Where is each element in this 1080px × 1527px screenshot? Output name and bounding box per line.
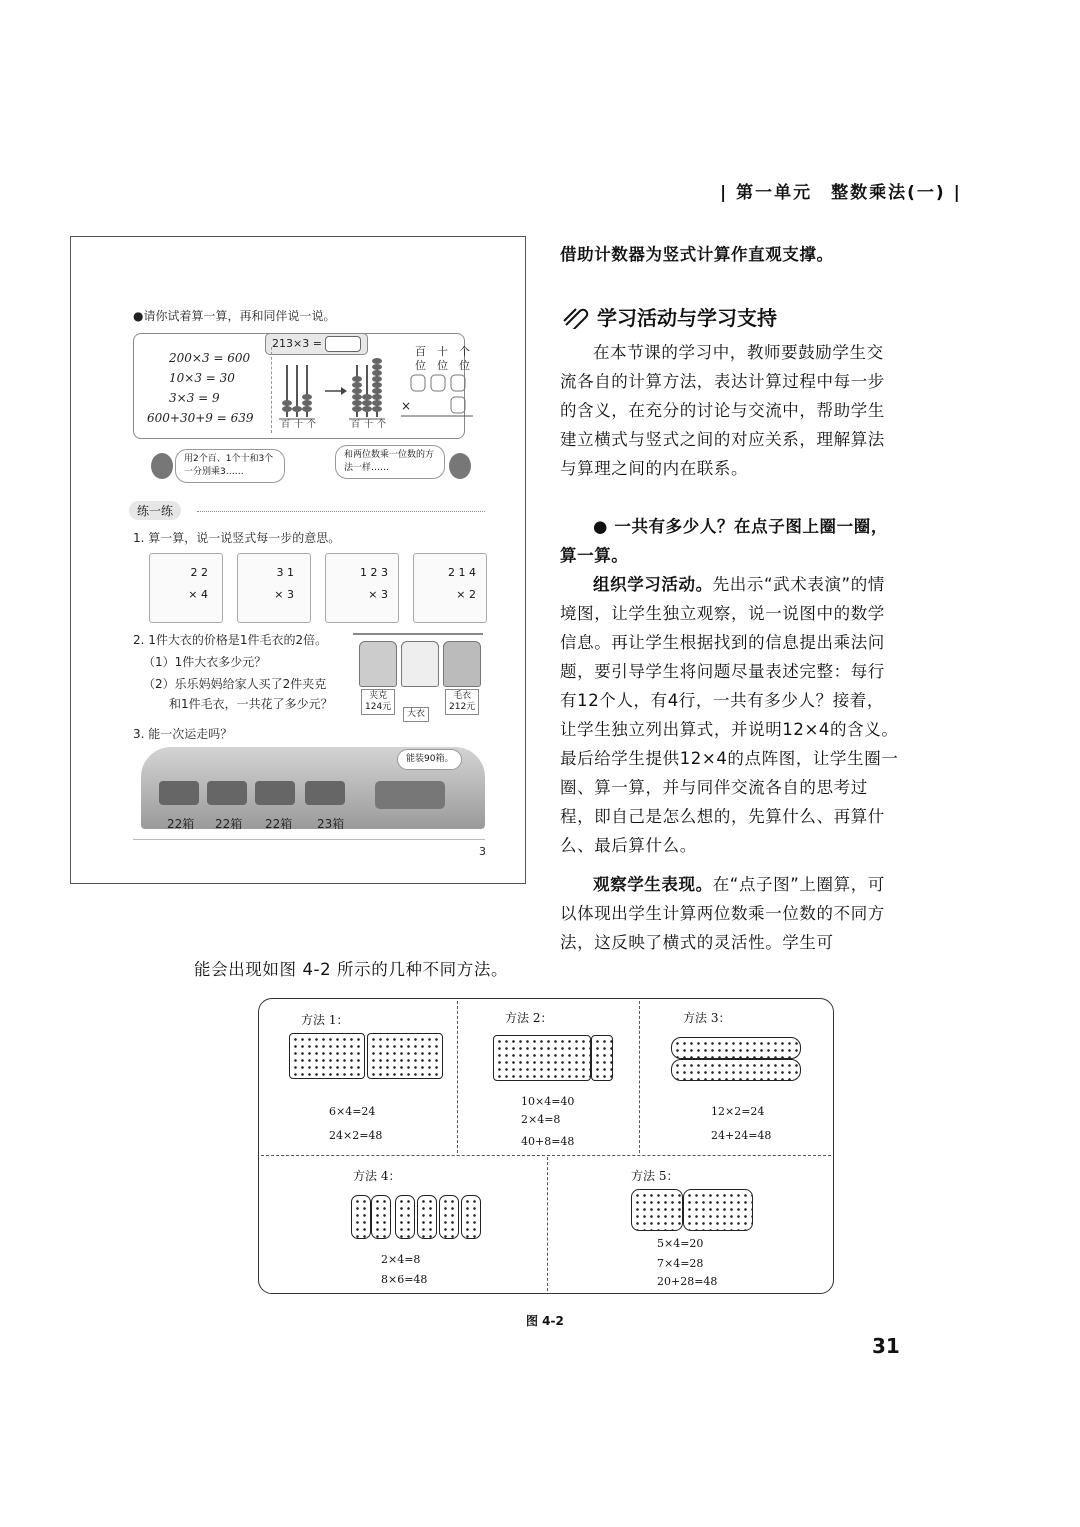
- method-2-dots-left: [493, 1035, 591, 1081]
- method-1-dots-right: [367, 1033, 443, 1079]
- vertical-form-blanks: [399, 373, 479, 423]
- line-top: 借助计数器为竖式计算作直观支撑。: [560, 245, 834, 264]
- box-pile-4: [305, 781, 345, 805]
- boy-avatar: [151, 453, 173, 479]
- section-heading: [560, 302, 777, 331]
- practice-rule: [197, 511, 485, 512]
- method-1-dots-left: [289, 1033, 365, 1079]
- hand-line-4: 600+30+9 = 639: [147, 411, 254, 425]
- sweater-tag: [445, 689, 479, 715]
- running-header: | 第一单元 整数乘法(一) |: [720, 183, 962, 203]
- calc-card-2: [237, 553, 311, 623]
- card-top: 2 2: [190, 566, 208, 579]
- place-header: 十: [437, 345, 459, 358]
- abacus-label: 十: [294, 420, 308, 430]
- q2-1-text: （1）1件大衣多少元？: [143, 655, 267, 669]
- method-2-eq-2: 2×4=8: [521, 1113, 561, 1126]
- card-bottom: × 4: [188, 588, 208, 601]
- method-4-dots-6: [461, 1195, 481, 1239]
- abacus-label: 十: [364, 420, 378, 430]
- prompt-text: ●请你试着算一算，再和同伴说一说。: [133, 309, 336, 323]
- place-header: 百: [415, 345, 437, 358]
- method-4-label: 方法 4：: [353, 1169, 401, 1183]
- method-3-eq-2: 24+24=48: [711, 1129, 772, 1142]
- paragraph-1: 在本节课的学习中，教师要鼓励学生交流各自的计算方法，表达计算过程中每一步的含义，在充分的讨论与交流中，帮助学生建立横式与竖式之间的对应关系，理解算法与算理之间的内在联系。: [560, 343, 885, 478]
- method-5-eq-3: 20+28=48: [657, 1275, 718, 1288]
- card-bottom: × 3: [274, 588, 294, 601]
- paragraph-3: [560, 870, 900, 957]
- figure-caption: 图 4-2: [526, 1314, 564, 1328]
- tag-price: 212元: [449, 702, 476, 712]
- method-2-eq-1: 10×4=40: [521, 1095, 575, 1108]
- method-4-eq-2: 8×6=48: [381, 1273, 428, 1286]
- method-3-dots-top: [671, 1037, 801, 1059]
- q3-text: 3. 能一次运走吗？: [133, 727, 233, 741]
- section-title: 学习活动与学习支持: [596, 306, 777, 330]
- method-4-dots-1: [351, 1195, 371, 1239]
- divider: [271, 347, 273, 433]
- place-header: 位: [459, 359, 481, 372]
- method-5-label: 方法 5：: [631, 1169, 679, 1183]
- q2-text: 2. 1件大衣的价格是1件毛衣的2倍。: [133, 633, 328, 647]
- equation-text: 213×3 =: [272, 337, 322, 350]
- paragraph-3-body: 在“点子图”上圈算，可以体现出学生计算两位数乘一位数的不同方法，这反映了横式的灵活性。学生可: [560, 875, 885, 952]
- tag-price: 124元: [365, 702, 392, 712]
- truck-icon: [375, 781, 445, 809]
- textbook-page-scan: [70, 236, 526, 884]
- method-4-dots-5: [439, 1195, 459, 1239]
- box-pile-1: [159, 781, 199, 805]
- box-label: 22箱: [265, 817, 293, 831]
- hand-line-1: 200×3 = 600: [169, 351, 251, 365]
- divider: [457, 1001, 458, 1153]
- box-pile-3: [255, 781, 295, 805]
- divider: [261, 1155, 831, 1156]
- method-5-dots-left: [631, 1189, 683, 1231]
- method-1-eq-1: 6×4=24: [329, 1105, 376, 1118]
- bullet-heading: ● 一共有多少人？在点子图上圈一圈，算一算。: [560, 517, 888, 565]
- abacus-label: 个: [307, 420, 321, 430]
- coat-image: [401, 641, 439, 687]
- card-top: 1 2 3: [360, 566, 388, 579]
- box-label: 23箱: [317, 817, 345, 831]
- calc-card-1: [149, 553, 223, 623]
- jacket-tag: [361, 689, 395, 715]
- method-4-dots-2: [371, 1195, 391, 1239]
- method-2-dots-right: [591, 1035, 613, 1081]
- method-2-eq-3: 40+8=48: [521, 1135, 575, 1148]
- paragraph-2-lead: 组织学习活动。: [593, 575, 713, 594]
- calc-card-4: [413, 553, 487, 623]
- place-headers-row2: [415, 357, 481, 373]
- method-4-dots-3: [395, 1195, 415, 1239]
- method-4-dots-4: [417, 1195, 437, 1239]
- abacus-labels-right: [351, 417, 390, 430]
- clothes-rack: [353, 633, 483, 635]
- method-3-label: 方法 3：: [683, 1011, 731, 1025]
- box-pile-2: [207, 781, 247, 805]
- paragraph-3-lead: 观察学生表现。: [593, 875, 713, 894]
- equation-box: [265, 333, 368, 355]
- tag-name: 毛衣: [453, 691, 472, 701]
- practice-label: 练一练: [129, 501, 181, 520]
- method-3-eq-1: 12×2=24: [711, 1105, 765, 1118]
- divider: [547, 1157, 548, 1291]
- q2-2a-text: （2）乐乐妈妈给家人买了2件夹克: [143, 677, 327, 691]
- sweater-image: [443, 641, 481, 687]
- tag-name: 夹克: [369, 691, 388, 701]
- card-top: 2 1 4: [448, 566, 476, 579]
- q2-2b-text: 和1件毛衣，一共花了多少元？: [169, 697, 333, 711]
- place-header: 个: [459, 345, 481, 358]
- method-5-dots-right: [683, 1189, 753, 1231]
- footer-rule: [133, 839, 485, 840]
- paragraph-2-body: 先出示“武术表演”的情境图，让学生独立观察，说一说图中的数学信息。再让学生根据找到的信息提出乘法问题，要引导学生将问题尽量表述完整：每行有12个人，有4行，一共有多少人？接着，让学生独立列出算式，并说明12×4的含义。最后给学生提供12×4的点阵图，让学生圈一圈、算一算，并与同伴交流各自的思考过程，即自己是怎么想的，先算什么、再算什么、最后算什么。: [560, 575, 899, 855]
- q1-text: 1. 算一算，说一说竖式每一步的意思。: [133, 531, 341, 545]
- hand-line-2: 10×3 = 30: [169, 371, 235, 385]
- bubble-right: 和两位数乘一位数的方法一样……: [335, 445, 445, 479]
- paragraph-2: [560, 570, 900, 860]
- bubble-left: 用2个百、1个十和3个一分别乘3……: [175, 449, 285, 483]
- answer-blank: [325, 336, 361, 352]
- abacus-labels-left: [281, 417, 320, 430]
- method-5-eq-2: 7×4=28: [657, 1257, 704, 1270]
- abacus-label: 百: [351, 420, 365, 430]
- place-header: 位: [415, 359, 437, 372]
- abacus-label: 百: [281, 420, 295, 430]
- times-sign: ×: [401, 399, 412, 413]
- jacket-image: [359, 641, 397, 687]
- card-bottom: × 3: [368, 588, 388, 601]
- hand-line-3: 3×3 = 9: [169, 391, 220, 405]
- textbook-page-number: 3: [479, 845, 486, 858]
- coat-tag: 大衣: [403, 707, 429, 722]
- abacus-label: 个: [377, 420, 391, 430]
- method-4-eq-1: 2×4=8: [381, 1253, 421, 1266]
- paperclip-icon: [560, 305, 590, 329]
- card-bottom: × 2: [456, 588, 476, 601]
- method-1-eq-2: 24×2=48: [329, 1129, 383, 1142]
- method-1-label: 方法 1：: [301, 1013, 349, 1027]
- box-label: 22箱: [215, 817, 243, 831]
- method-5-eq-1: 5×4=20: [657, 1237, 704, 1250]
- paragraph-3-continuation: 能会出现如图 4-2 所示的几种不同方法。: [194, 960, 509, 979]
- girl-avatar: [449, 453, 471, 479]
- calc-card-3: [325, 553, 399, 623]
- truck-bubble: 能装90箱。: [397, 749, 462, 770]
- method-3-dots-bottom: [671, 1059, 801, 1081]
- method-2-label: 方法 2：: [505, 1011, 553, 1025]
- divider: [639, 1001, 640, 1153]
- box-label: 22箱: [167, 817, 195, 831]
- page-number: 31: [872, 1334, 900, 1358]
- place-header: 位: [437, 359, 459, 372]
- card-top: 3 1: [276, 566, 294, 579]
- figure-4-2: [258, 998, 834, 1294]
